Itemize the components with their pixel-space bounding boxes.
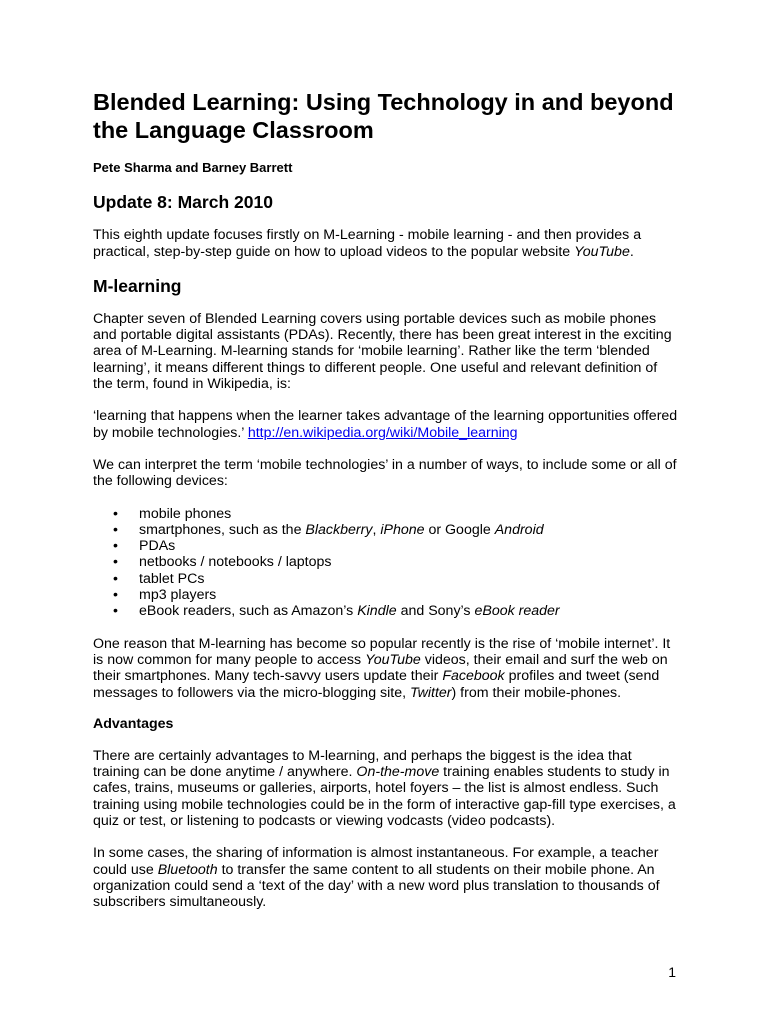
document-page <box>93 88 678 927</box>
mlearning-paragraph-2: We can interpret the term ‘mobile technologies’ in a number of ways, to include some or all of the following devices: <box>93 456 677 490</box>
bullet-icon: • <box>113 587 118 604</box>
intro-paragraph: This eighth update focuses firstly on M-Learning - mobile learning - and then provides a practical, step-by-step guide on how to upload videos to the popular website YouTube. <box>93 227 642 260</box>
authors-line: Pete Sharma and Barney Barrett <box>93 160 293 175</box>
list-item: • eBook readers, such as Amazon’s Kindle and Sony’s eBook reader <box>113 603 560 620</box>
list-item: • mp3 players <box>113 587 217 604</box>
advantages-paragraph-2: In some cases, the sharing of information is almost instantaneous. For example, a teacher could use Bluetooth to transfer the same content to all students on their mobile phone. An organization could send a ‘text of the day’ with a new word plus translation to thousands of subscribers simultaneously. <box>93 845 660 911</box>
bullet-icon: • <box>113 521 118 538</box>
device-list <box>93 506 678 620</box>
document-title: Blended Learning: Using Technology in and beyond the Language Classroom <box>93 89 674 143</box>
list-item: • smartphones, such as the Blackberry, iPhone or Google Android <box>113 521 544 538</box>
list-item: • tablet PCs <box>113 570 205 587</box>
bullet-icon: • <box>113 570 118 587</box>
list-item: • PDAs <box>113 538 176 555</box>
bullet-icon: • <box>113 603 118 620</box>
bullet-icon: • <box>113 554 118 571</box>
page-number: 1 <box>668 964 676 980</box>
mlearning-paragraph-1: Chapter seven of Blended Learning covers using portable devices such as mobile phones and portable digital assistants (PDAs). Recently, there has been great interest in the exciting area of M-Learning. M-learning stands for ‘mobile learning’. Rather like the term ‘blended learning’, it means different things to different people. One useful and relevant definition of the term, found in Wikipedia, is: <box>93 310 672 393</box>
advantages-heading: Advantages <box>93 715 174 732</box>
bullet-icon: • <box>113 505 118 522</box>
wikipedia-quote: ‘learning that happens when the learner takes advantage of the learning opportunities offered by mobile technologies.’ http://en.wikipedia.org/wiki/Mobile_learning <box>93 408 678 441</box>
mlearning-paragraph-3: One reason that M-learning has become so popular recently is the rise of ‘mobile internet’. It is now common for many people to access YouTube videos, their email and surf the web on their smartphones. Many tech-savvy users update their Facebook profiles and tweet (send messages to followers via the micro-blogging site, Twitter) from their mobile-phones. <box>93 635 671 701</box>
mlearning-heading: M-learning <box>93 275 182 296</box>
update-heading: Update 8: March 2010 <box>93 192 273 213</box>
advantages-paragraph-1: There are certainly advantages to M-learning, and perhaps the biggest is the idea that training can be done anytime / anywhere. On-the-move training enables students to study in cafes, trains, museums or galleries, airports, hotel foyers – the list is almost endless. Such training using mobile technologies could be in the form of interactive gap-fill type exercises, a quiz or test, or listening to podcasts or viewing vodcasts (video podcasts). <box>93 747 676 830</box>
wikipedia-link[interactable]: http://en.wikipedia.org/wiki/Mobile_learning <box>247 424 518 441</box>
bullet-icon: • <box>113 538 118 555</box>
list-item: • netbooks / notebooks / laptops <box>113 554 332 571</box>
list-item: • mobile phones <box>113 505 232 522</box>
